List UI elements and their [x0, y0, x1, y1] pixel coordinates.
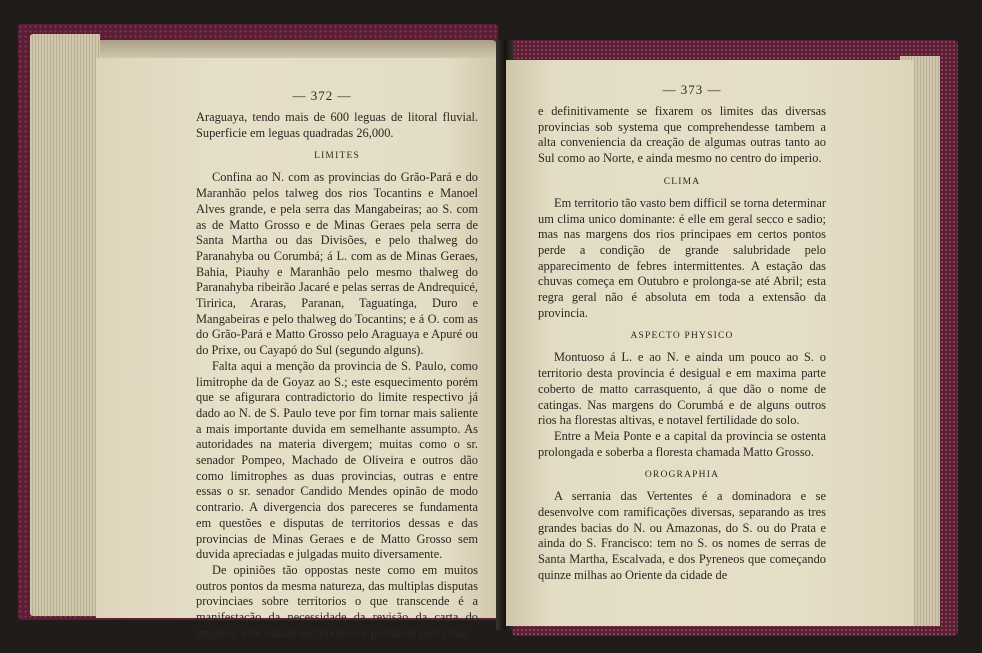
section-heading-limites: LIMITES	[314, 151, 360, 162]
section-heading-aspecto-physico: ASPECTO PHYSICO	[630, 331, 734, 342]
paragraph: A serrania das Vertentes é a dominadora e se desenvolve com ramificações diversas, separando as tres grandes bacias do N. ou Amazonas, do S. ou do Prata e ainda do S. Francisco: tem no S. os nomes de serras de Santa Martha, Escalvada, e dos Pyreneos que começando quinze milhas ao Oriente da cidade de	[538, 489, 826, 582]
page-block-left	[30, 34, 100, 616]
paragraph: Montuoso á L. e ao N. e ainda um pouco ao S. o territorio desta provincia é desigual e em maxima parte coberto de matto carrasquento, á que dão o nome de catingas. Nas margens do Corumbá e de alguns outros rios ha florestas altivas, e notavel fertilidade do solo.	[538, 350, 826, 428]
paragraph: Entre a Meia Ponte e a capital da provincia se ostenta prolongada e soberba a floresta chamada Matto Grosso.	[538, 428, 826, 459]
section-heading-clima: CLIMA	[663, 176, 701, 187]
page-number-right: — 373 —	[662, 82, 722, 97]
left-page	[96, 58, 504, 640]
right-intro-text: e definitivamente se fixarem os limites das diversas provincias sob systema que comprehendesse tambem a alta conveniencia da creação de algumas outras tanto ao Sul como ao Norte, e ainda mesmo no centro do imperio.	[538, 104, 826, 166]
page-number-left: — 372 —	[292, 88, 352, 103]
section-heading-orographia: OROGRAPHIA	[644, 470, 720, 481]
paragraph: Confina ao N. com as provincias do Grão-Pará e do Maranhão pelos talweg dos rios Tocantins e Manoel Alves grande, e pela serra das Mangabeiras; ao S. com as de Matto Grosso e de Minas Geraes pela serra de Santa Martha ou das Divisões, e pelo thalweg do Paranahyba ou Corumbá; á L. com as de Minas Geraes, Bahia, Piauhy e Maranhão pelo mesmo thalweg do Paranahyba ribeirão Jacaré e pelas serras de Andrequicé, Tiririca, Araras, Paranan, Taguatinga, Duro e Mangabeiras e pelo thalweg do Tocantins; e á O. com as do Grão-Pará e Matto Grosso pelo Araguaya e Apuré ou do Prixe, ou Cayapó do Sul (segundo alguns).	[196, 170, 478, 358]
paragraph: Em territorio tão vasto bem difficil se torna determinar um clima unico dominante: é elle em geral secco e sadio; mas nas margens dos rios principaes em certos pontos perde a condição de grande salubridade pelo apparecimento de febres intermittentes. A estação das chuvas começa em Outubro e prolonga-se até Abril; esta regra geral não é absoluta em toda a extensão da provincia.	[538, 195, 826, 320]
right-page	[506, 60, 914, 626]
paragraph: De opiniões tão oppostas neste como em muitos outros pontos da mesma natureza, das multiplas disputas provinciaes sobre territorios o que transcende é a manifestação da necessidade da revisão da carta do imperio, e de estudo escrupuloso e profundo para clara	[196, 562, 478, 640]
left-intro-text: Araguaya, tendo mais de 600 leguas de litoral fluvial. Superficie em leguas quadradas 26,000.	[196, 110, 478, 140]
paragraph: Falta aqui a menção da provincia de S. Paulo, como limitrophe da de Goyaz ao S.; este esquecimento porém que se afigurara contradictorio do limite respectivo já dado ao N. de S. Paulo teve por fim tornar mais saliente a mais importante duvida em semelhante assumpto. As autoridades na materia divergem; muitas como o sr. senador Pompeo, Machado de Oliveira e outros dão como limitrophes as duas provincias, outras e entre essas o sr. senador Candido Mendes opinão de modo contrario. A divergencia dos pareceres se fundamenta em questões e disputas de territorios dessas e das provincias de Minas Geraes e de Matto Grosso sem duvida apreciadas e julgadas muito diversamente.	[196, 358, 478, 562]
